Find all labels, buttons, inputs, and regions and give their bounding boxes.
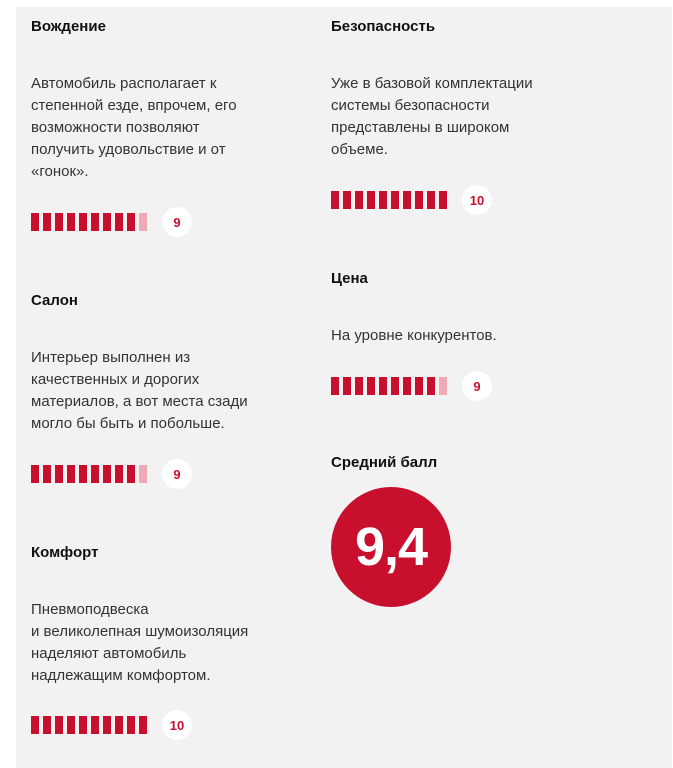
rating-bar-filled (391, 377, 399, 395)
rating-bar-filled (103, 716, 111, 734)
category-title: Вождение (31, 18, 106, 35)
rating-bar-filled (415, 191, 423, 209)
score-badge: 9 (162, 459, 192, 489)
category-price (331, 269, 621, 409)
category-title: Комфорт (31, 544, 99, 561)
category-driving (31, 17, 321, 247)
rating-bar-filled (127, 213, 135, 231)
rating-bar-filled (379, 377, 387, 395)
rating-bar-filled (331, 377, 339, 395)
rating-bar-filled (115, 716, 123, 734)
category-title: Безопасность (331, 18, 436, 35)
rating-bar-filled (355, 191, 363, 209)
rating-bar-filled (43, 213, 51, 231)
rating-bar-filled (91, 716, 99, 734)
rating-bar-filled (67, 465, 75, 483)
rating-bar-filled (367, 191, 375, 209)
average-score-circle: 9,4 (331, 487, 451, 607)
rating-bar-empty (139, 465, 147, 483)
rating-bar-empty (439, 377, 447, 395)
rating-bar-filled (43, 716, 51, 734)
rating-bar-filled (31, 465, 39, 483)
rating-bar-filled (67, 213, 75, 231)
rating-bar-filled (139, 716, 147, 734)
category-description: Уже в базовой комплектации системы безопасности представлены в широком объеме. (331, 75, 533, 158)
rating-bar-filled (379, 191, 387, 209)
rating-meter (31, 207, 192, 237)
category-safety (331, 17, 621, 237)
score-badge: 10 (462, 185, 492, 215)
rating-bar-filled (79, 213, 87, 231)
rating-bar-filled (55, 716, 63, 734)
rating-bar-filled (427, 377, 435, 395)
category-title: Цена (331, 270, 368, 287)
rating-bar-filled (79, 465, 87, 483)
rating-meter (31, 459, 192, 489)
rating-bar-filled (79, 716, 87, 734)
rating-bar-empty (139, 213, 147, 231)
rating-bar-filled (103, 465, 111, 483)
average-score-block (331, 453, 621, 613)
rating-bars (331, 377, 447, 395)
rating-bar-filled (103, 213, 111, 231)
rating-bar-filled (343, 377, 351, 395)
score-badge: 9 (162, 207, 192, 237)
category-description: Автомобиль располагает к степенной езде, впрочем, его возможности позволяют получить удовольствие и от «гонок». (31, 75, 237, 180)
rating-bar-filled (439, 191, 447, 209)
rating-bar-filled (31, 213, 39, 231)
category-title: Салон (31, 292, 78, 309)
rating-bar-filled (403, 191, 411, 209)
average-title: Средний балл (331, 454, 438, 471)
category-description: Интерьер выполнен из качественных и дорогих материалов, а вот места сзади могло бы быть и побольше. (31, 349, 248, 432)
rating-bar-filled (127, 716, 135, 734)
rating-bar-filled (31, 716, 39, 734)
category-salon (31, 291, 321, 501)
rating-meter (331, 185, 492, 215)
rating-bar-filled (331, 191, 339, 209)
category-description: На уровне конкурентов. (331, 327, 497, 344)
rating-bar-filled (415, 377, 423, 395)
category-comfort (31, 543, 321, 753)
rating-bar-filled (115, 213, 123, 231)
ratings-panel (16, 7, 672, 768)
rating-bar-filled (367, 377, 375, 395)
rating-meter (31, 710, 192, 740)
category-description: Пневмоподвеска и великолепная шумоизоляция наделяют автомобиль надлежащим комфортом. (31, 601, 249, 684)
score-badge: 9 (462, 371, 492, 401)
rating-bar-filled (43, 465, 51, 483)
rating-bars (331, 191, 447, 209)
rating-bar-filled (55, 213, 63, 231)
rating-meter (331, 371, 492, 401)
rating-bar-filled (115, 465, 123, 483)
rating-bar-filled (91, 465, 99, 483)
rating-bar-filled (67, 716, 75, 734)
rating-bar-filled (391, 191, 399, 209)
rating-bars (31, 213, 147, 231)
rating-bar-filled (91, 213, 99, 231)
score-badge: 10 (162, 710, 192, 740)
rating-bar-filled (127, 465, 135, 483)
rating-bars (31, 465, 147, 483)
rating-bar-filled (55, 465, 63, 483)
rating-bar-filled (355, 377, 363, 395)
rating-bar-filled (427, 191, 435, 209)
rating-bars (31, 716, 147, 734)
rating-bar-filled (343, 191, 351, 209)
rating-bar-filled (403, 377, 411, 395)
